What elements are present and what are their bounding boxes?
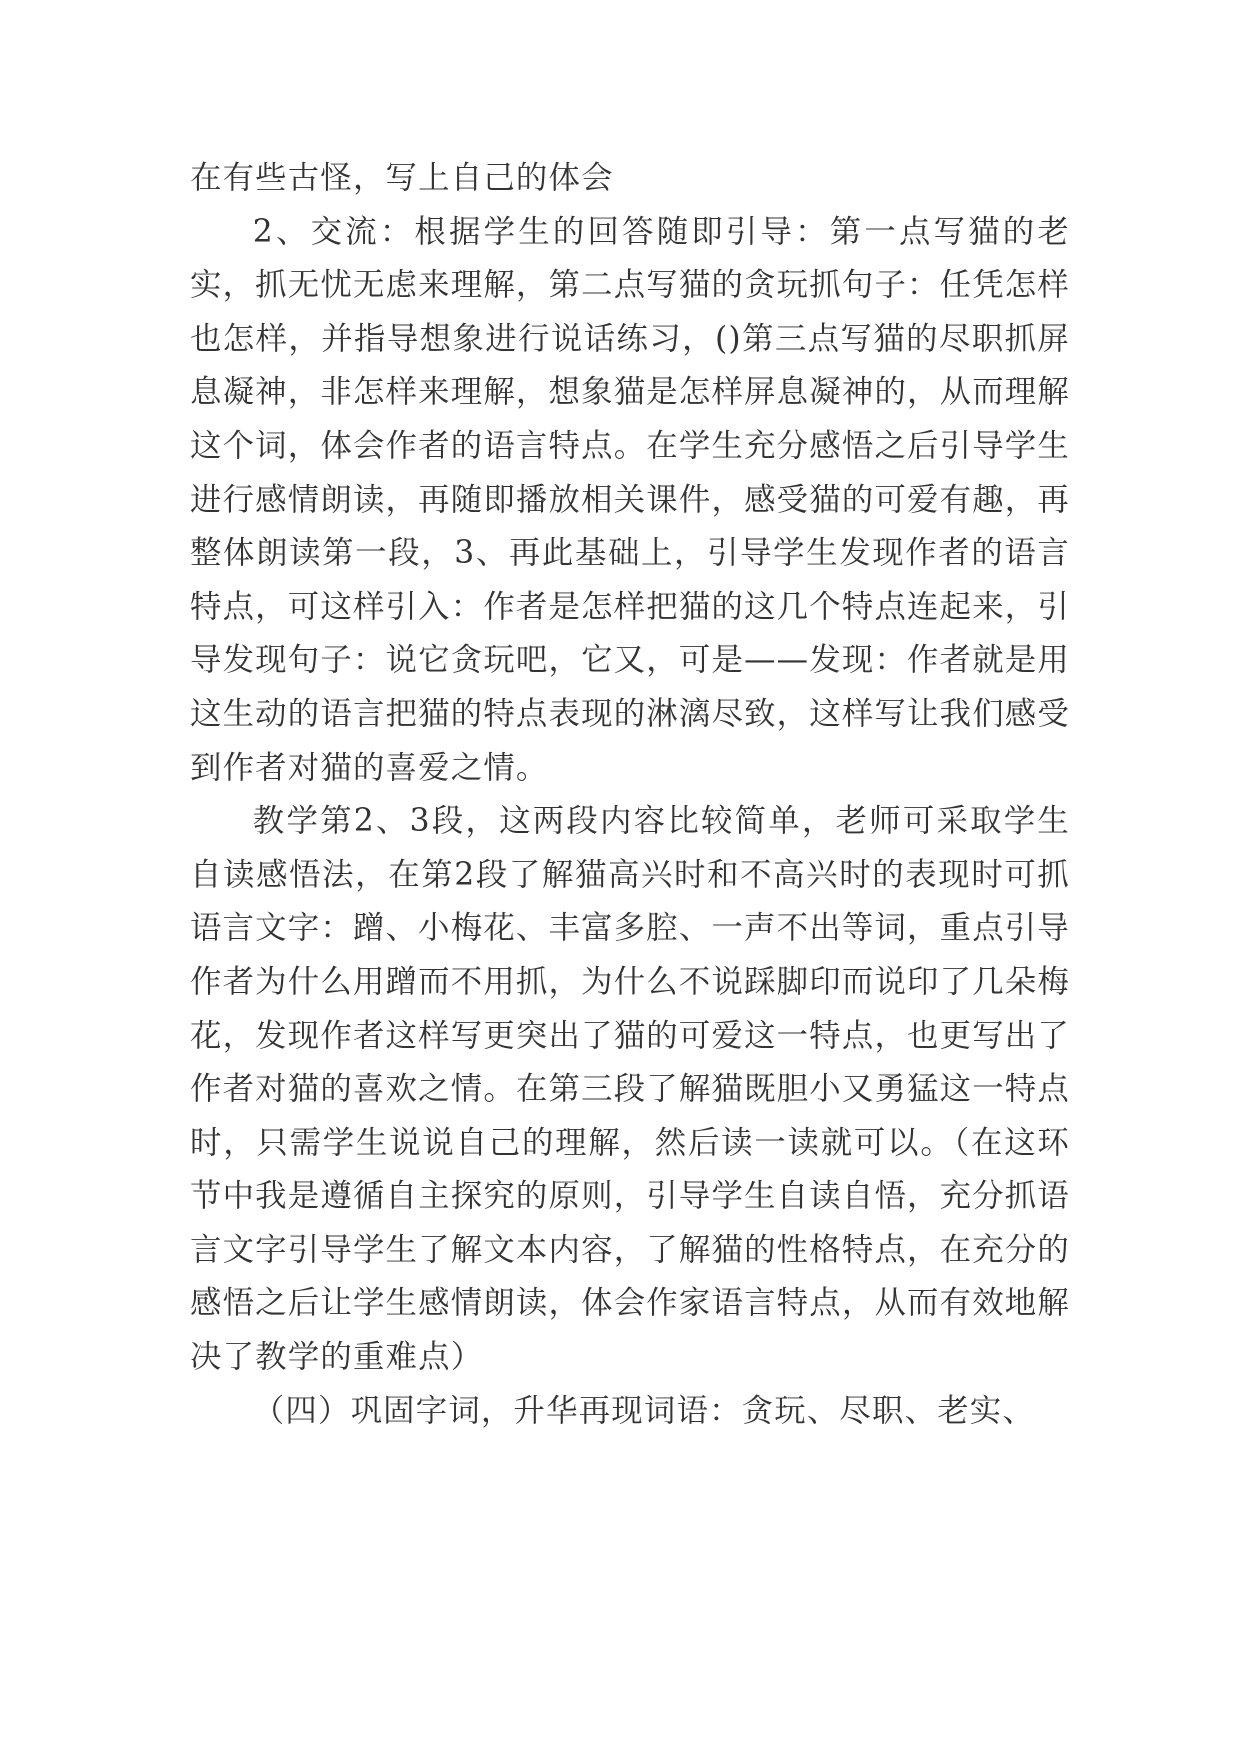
paragraph-1: 在有些古怪，写上自己的体会 — [190, 160, 614, 196]
paragraph-4: （四）巩固字词，升华再现词语：贪玩、尽职、老实、 — [252, 1392, 1035, 1429]
document-body — [190, 152, 1070, 1438]
paragraph-2: 2、交流：根据学生的回答随即引导：第一点写猫的老实，抓无忧无虑来理解，第二点写猫的贪玩抓句子：任凭怎样也怎样，并指导想象进行说话练习，()第三点写猫的尽职抓屏息凝神，非怎样来理解，想象猫是怎样屏息凝神的，从而理解这个词，体会作者的语言特点。在学生充分感悟之后引导学生进行感情朗读，再随即播放相关课件，感受猫的可爱有趣，再整体朗读第一段，3、再此基础上，引导学生发现作者的语言特点，可这样引入：作者是怎样把猫的这几个特点连起来，引导发现句子：说它贪玩吧，它又，可是——发现：作者就是用这生动的语言把猫的特点表现的淋漓尽致，这样写让我们感受到作者对猫的喜爱之情。 — [190, 213, 1070, 786]
paragraph-3: 教学第2、3段，这两段内容比较简单，老师可采取学生自读感悟法，在第2段了解猫高兴时和不高兴时的表现时可抓语言文字：蹭、小梅花、丰富多腔、一声不出等词，重点引导作者为什么用蹭而不用抓，为什么不说踩脚印而说印了几朵梅花，发现作者这样写更突出了猫的可爱这一特点，也更写出了作者对猫的喜欢之情。在第三段了解猫既胆小又勇猛这一特点时，只需学生说说自己的理解，然后读一读就可以。（在这环节中我是遵循自主探究的原则，引导学生自读自悟，充分抓语言文字引导学生了解文本内容，了解猫的性格特点，在充分的感悟之后让学生感情朗读，体会作家语言特点，从而有效地解决了教学的重难点） — [190, 803, 1070, 1376]
